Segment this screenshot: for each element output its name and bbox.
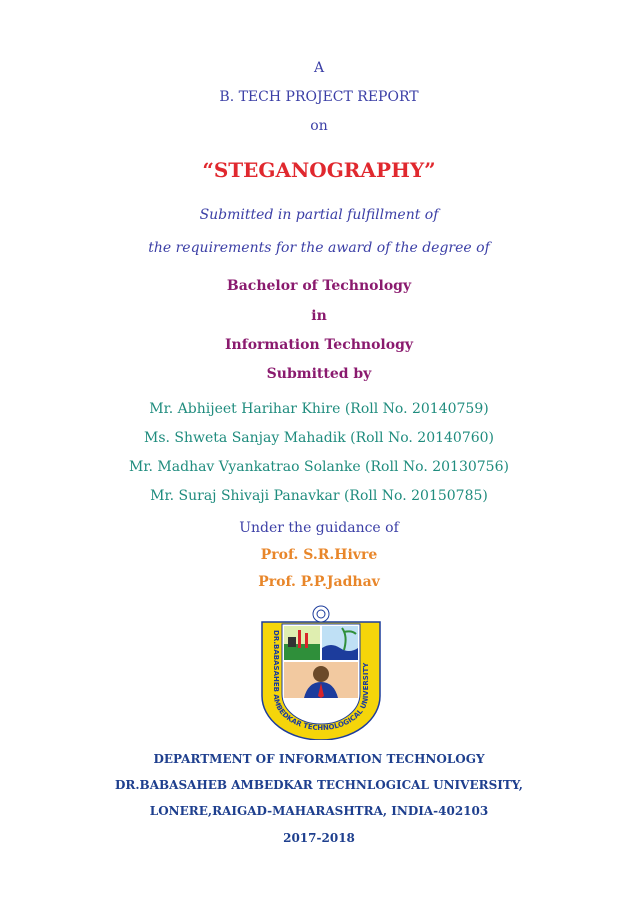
university-address: LONERE,RAIGAD-MAHARASHTRA, INDIA-402103 [149,804,489,818]
student-4: Mr. Suraj Shivaji Panavkar (Roll No. 20150785) [150,488,488,504]
cover-article: A [313,60,325,76]
guidance-label: Under the guidance of [239,520,399,536]
university-seal-icon [258,604,384,740]
degree-name: Bachelor of Technology [226,278,412,294]
guide-2: Prof. P.P.Jadhav [258,574,380,590]
cover-on: on [310,118,328,134]
cover-in: in [311,308,327,324]
seal-ring-text: DR.BABASAHEB AMBEDKAR TECHNOLOGICAL UNIVERSITY [271,630,371,733]
submitted-line-2: the requirements for the award of the degree of [148,240,490,256]
student-3: Mr. Madhav Vyankatrao Solanke (Roll No. 20130756) [129,459,509,475]
university-name: DR.BABASAHEB AMBEDKAR TECHNLOGICAL UNIVERSITY, [115,778,523,792]
branch-name: Information Technology [224,337,414,353]
guide-1: Prof. S.R.Hivre [260,547,378,563]
report-type: B. TECH PROJECT REPORT [219,89,419,105]
academic-year: 2017-2018 [283,831,355,845]
department-name: DEPARTMENT OF INFORMATION TECHNOLOGY [153,752,485,766]
student-2: Ms. Shweta Sanjay Mahadik (Roll No. 20140760) [143,430,495,446]
student-1: Mr. Abhijeet Harihar Khire (Roll No. 20140759) [149,401,489,417]
submitted-by-heading: Submitted by [266,366,372,382]
project-title: “STEGANOGRAPHY” [202,158,436,182]
submitted-line-1: Submitted in partial fulfillment of [199,207,439,223]
